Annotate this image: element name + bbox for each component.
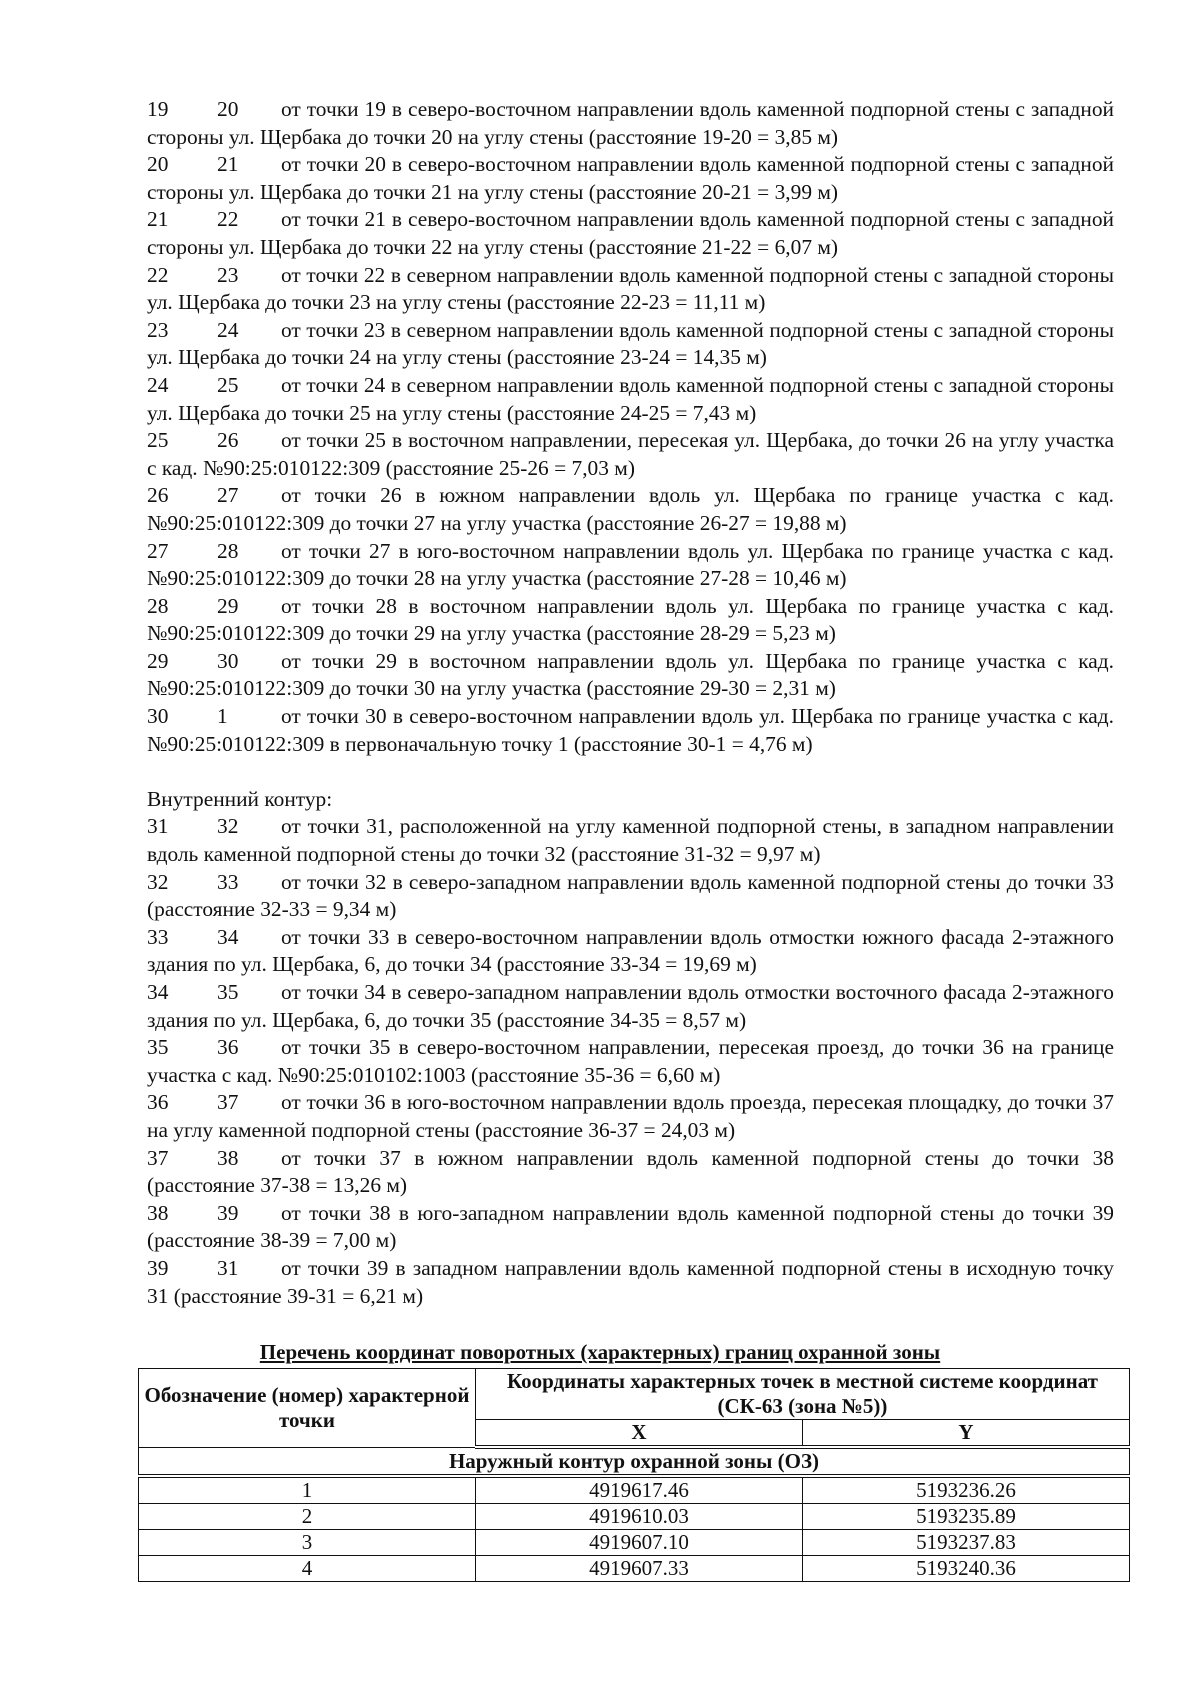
to-point: 22 (217, 207, 239, 232)
to-point: 26 (217, 428, 239, 453)
to-point: 29 (217, 593, 239, 618)
coordinates-table (138, 1368, 1130, 1582)
segment-row (147, 979, 1114, 1034)
spacer (147, 758, 1114, 786)
outer-contour-description (147, 96, 1114, 1310)
y-cell: 5193236.26 (802, 1476, 1129, 1504)
from-point: 36 (147, 1090, 169, 1115)
table-row (139, 1530, 1130, 1556)
segment-text: от точки 24 в северном направлении вдоль каменной подпорной стены с западной стороны ул. Щербака до точки 25 на углу стены (расстояние 24-25 = 7,43 м) (147, 372, 1114, 425)
from-point: 20 (147, 152, 169, 177)
from-point: 27 (147, 538, 169, 563)
coordinates-header: Координаты характерных точек в местной системе координат (СК-63 (зона №5)) (475, 1369, 1129, 1420)
segment-row (147, 538, 1114, 593)
segment-text: от точки 30 в северо-восточном направлении вдоль ул. Щербака по границе участка с кад. №90:25:010122:309 в первоначальную точку 1 (расстояние 30-1 = 4,76 м) (147, 704, 1114, 756)
point-number-cell: 4 (139, 1556, 476, 1582)
segment-text: от точки 22 в северном направлении вдоль каменной подпорной стены с западной стороны ул. Щербака до точки 23 на углу стены (расстояние 22-23 = 11,11 м) (147, 262, 1114, 315)
to-point: 36 (217, 1035, 239, 1060)
segment-text: от точки 21 в северо-восточном направлении вдоль каменной подпорной стены с западной стороны ул. Щербака до точки 22 на углу стены (расстояние 21-22 = 6,07 м) (147, 207, 1114, 259)
segment-row (147, 1034, 1114, 1089)
coordinates-table-title: Перечень координат поворотных (характерных) границ охранной зоны (259, 1340, 941, 1364)
segment-text: от точки 38 в юго-западном направлении вдоль каменной подпорной стены до точки 39 (расстояние 38-39 = 7,00 м) (147, 1200, 1114, 1253)
x-cell: 4919607.10 (475, 1530, 802, 1556)
y-cell: 5193240.36 (802, 1556, 1129, 1582)
segment-row (147, 1089, 1114, 1144)
to-point: 30 (217, 648, 239, 673)
segment-row (147, 96, 1114, 151)
segment-text: от точки 36 в юго-восточном направлении вдоль проезда, пересекая площадку, до точки 37 на углу каменной подпорной стены (расстояние 36-37 = 24,03 м) (147, 1090, 1114, 1142)
segment-text: от точки 37 в южном направлении вдоль каменной подпорной стены до точки 38 (расстояние 37-38 = 13,26 м) (147, 1145, 1114, 1198)
table-row (139, 1556, 1130, 1582)
from-point: 19 (147, 97, 169, 121)
to-point: 27 (217, 483, 239, 508)
segment-row (147, 703, 1114, 758)
segment-row (147, 482, 1114, 537)
to-point: 25 (217, 372, 239, 397)
point-number-cell: 3 (139, 1530, 476, 1556)
segment-text: от точки 35 в северо-восточном направлении, пересекая проезд, до точки 36 на границе участка с кад. №90:25:010102:1003 (расстояние 35-36 = 6,60 м) (147, 1035, 1114, 1087)
to-point: 20 (217, 97, 239, 121)
segment-text: от точки 33 в северо-восточном направлении вдоль отмостки южного фасада 2-этажного здания по ул. Щербака, 6, до точки 34 (расстояние 33-34 = 19,69 м) (147, 924, 1114, 977)
to-point: 34 (217, 924, 239, 949)
point-number-cell: 2 (139, 1504, 476, 1530)
segment-row (147, 869, 1114, 924)
from-point: 32 (147, 869, 169, 894)
segment-row (147, 593, 1114, 648)
segment-text: от точки 23 в северном направлении вдоль каменной подпорной стены с западной стороны ул. Щербака до точки 24 на углу стены (расстояние 23-24 = 14,35 м) (147, 317, 1114, 370)
from-point: 28 (147, 593, 169, 618)
segment-text: от точки 34 в северо-западном направлении вдоль отмостки восточного фасада 2-этажного здания по ул. Щербака, 6, до точки 35 (расстояние 34-35 = 8,57 м) (147, 980, 1114, 1032)
segment-row (147, 1145, 1114, 1200)
to-point: 31 (217, 1255, 239, 1280)
y-cell: 5193237.83 (802, 1530, 1129, 1556)
from-point: 34 (147, 980, 169, 1004)
segment-text: от точки 31, расположенной на углу каменной подпорной стены, в западном направлении вдоль каменной подпорной стены до точки 32 (расстояние 31-32 = 9,97 м) (147, 814, 1114, 867)
inner-contour-heading: Внутренний контур: (147, 786, 333, 811)
segment-row (147, 372, 1114, 427)
from-point: 22 (147, 262, 169, 287)
from-point: 38 (147, 1200, 169, 1225)
segment-text: от точки 19 в северо-восточном направлении вдоль каменной подпорной стены с западной стороны ул. Щербака до точки 20 на углу стены (расстояние 19-20 = 3,85 м) (147, 97, 1114, 149)
from-point: 25 (147, 428, 169, 453)
table-row (139, 1476, 1130, 1504)
segment-row (147, 262, 1114, 317)
to-point: 33 (217, 869, 239, 894)
segment-text: от точки 26 в южном направлении вдоль ул. Щербака по границе участка с кад. №90:25:010122:309 до точки 27 на углу участка (расстояние 26-27 = 19,88 м) (147, 483, 1114, 535)
x-header: X (475, 1420, 802, 1448)
from-point: 35 (147, 1035, 169, 1060)
segment-row (147, 206, 1114, 261)
to-point: 28 (217, 538, 239, 563)
from-point: 33 (147, 924, 169, 949)
table-row (139, 1504, 1130, 1530)
segment-row (147, 317, 1114, 372)
y-header: Y (802, 1420, 1129, 1448)
from-point: 21 (147, 207, 169, 232)
segment-text: от точки 25 в восточном направлении, пересекая ул. Щербака, до точки 26 на углу участка с кад. №90:25:010122:309 (расстояние 25-26 = 7,03 м) (147, 428, 1114, 480)
segment-row (147, 813, 1114, 868)
to-point: 38 (217, 1145, 239, 1170)
section-header: Наружный контур охранной зоны (ОЗ) (139, 1447, 1130, 1476)
y-cell: 5193235.89 (802, 1504, 1129, 1530)
segment-row (147, 648, 1114, 703)
from-point: 39 (147, 1255, 169, 1280)
segment-row (147, 427, 1114, 482)
point-number-header: Обозначение (номер) характерной точки (139, 1369, 476, 1448)
x-cell: 4919610.03 (475, 1504, 802, 1530)
segment-text: от точки 39 в западном направлении вдоль каменной подпорной стены в исходную точку 31 (расстояние 39-31 = 6,21 м) (147, 1255, 1114, 1308)
to-point: 37 (217, 1090, 239, 1115)
segment-text: от точки 27 в юго-восточном направлении вдоль ул. Щербака по границе участка с кад. №90:25:010122:309 до точки 28 на углу участка (расстояние 27-28 = 10,46 м) (147, 538, 1114, 591)
segment-text: от точки 32 в северо-западном направлении вдоль каменной подпорной стены до точки 33 (расстояние 32-33 = 9,34 м) (147, 869, 1114, 922)
to-point: 1 (217, 704, 228, 729)
to-point: 23 (217, 262, 239, 287)
point-number-cell: 1 (139, 1476, 476, 1504)
segment-row (147, 151, 1114, 206)
x-cell: 4919617.46 (475, 1476, 802, 1504)
segment-row (147, 1255, 1114, 1310)
segment-row (147, 1200, 1114, 1255)
to-point: 24 (217, 317, 239, 342)
from-point: 24 (147, 372, 169, 397)
to-point: 21 (217, 152, 239, 177)
from-point: 37 (147, 1145, 169, 1170)
from-point: 31 (147, 814, 169, 839)
x-cell: 4919607.33 (475, 1556, 802, 1582)
segment-row (147, 924, 1114, 979)
segment-text: от точки 29 в восточном направлении вдоль ул. Щербака по границе участка с кад. №90:25:010122:309 до точки 30 на углу участка (расстояние 29-30 = 2,31 м) (147, 648, 1114, 701)
from-point: 23 (147, 317, 169, 342)
segment-text: от точки 20 в северо-восточном направлении вдоль каменной подпорной стены с западной стороны ул. Щербака до точки 21 на углу стены (расстояние 20-21 = 3,99 м) (147, 152, 1114, 204)
to-point: 39 (217, 1200, 239, 1225)
from-point: 26 (147, 483, 169, 508)
segment-text: от точки 28 в восточном направлении вдоль ул. Щербака по границе участка с кад. №90:25:010122:309 до точки 29 на углу участка (расстояние 28-29 = 5,23 м) (147, 593, 1114, 646)
from-point: 29 (147, 648, 169, 673)
from-point: 30 (147, 704, 169, 729)
to-point: 32 (217, 814, 239, 839)
to-point: 35 (217, 980, 239, 1004)
